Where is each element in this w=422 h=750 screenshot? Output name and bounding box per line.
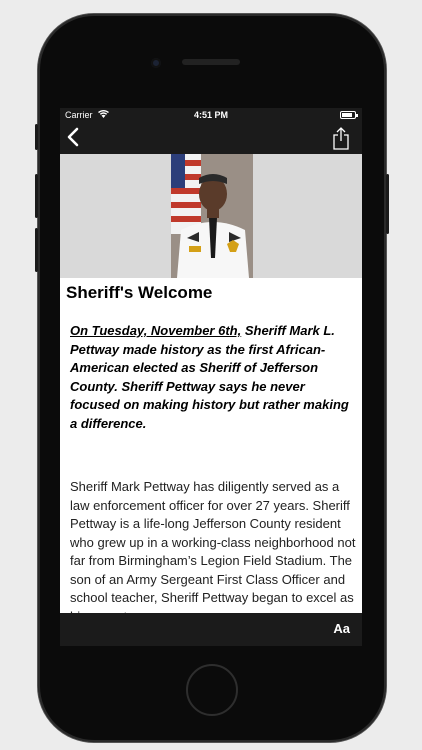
volume-down-button	[35, 228, 38, 272]
lede-text: Sheriff Mark L. Pettway made history as the first African-American elected as Sheriff of Jefferson County. Sheriff Pettway says he never focused on making history but rather making a difference.	[70, 323, 349, 431]
chevron-left-icon	[66, 126, 80, 148]
page-title: Sheriff's Welcome	[66, 283, 213, 302]
status-time: 4:51 PM	[193, 110, 228, 120]
mute-switch	[35, 124, 38, 150]
status-bar	[60, 108, 362, 122]
home-button	[186, 664, 238, 716]
font-size-button[interactable]: Aa	[333, 621, 350, 636]
hero-image-area	[60, 154, 362, 278]
app-screen	[60, 108, 362, 646]
sheriff-portrait-photo	[171, 154, 253, 278]
power-button	[386, 174, 389, 234]
lede-underlined-text: On Tuesday, November 6th,	[70, 323, 242, 338]
nav-bar	[60, 122, 362, 154]
volume-up-button	[35, 174, 38, 218]
bottom-toolbar	[60, 613, 362, 646]
carrier-label: Carrier	[65, 110, 93, 120]
battery-icon	[340, 111, 356, 119]
front-camera	[151, 58, 161, 68]
share-icon	[332, 126, 350, 150]
back-button[interactable]	[66, 126, 90, 150]
article-body: Sheriff Mark Pettway has diligently served as a law enforcement officer for over 27 years. Sheriff Pettway is a life-long Jefferson County resident who grew up in a working-class neighborhood not far from Birmingham’s Legion Field Stadium. The son of an Army Sergeant First Class Officer and school teacher, Sheriff Pettway began to excel as	[70, 479, 356, 605]
share-button[interactable]	[332, 126, 352, 150]
earpiece-speaker	[182, 59, 240, 65]
article-lede	[70, 322, 354, 433]
